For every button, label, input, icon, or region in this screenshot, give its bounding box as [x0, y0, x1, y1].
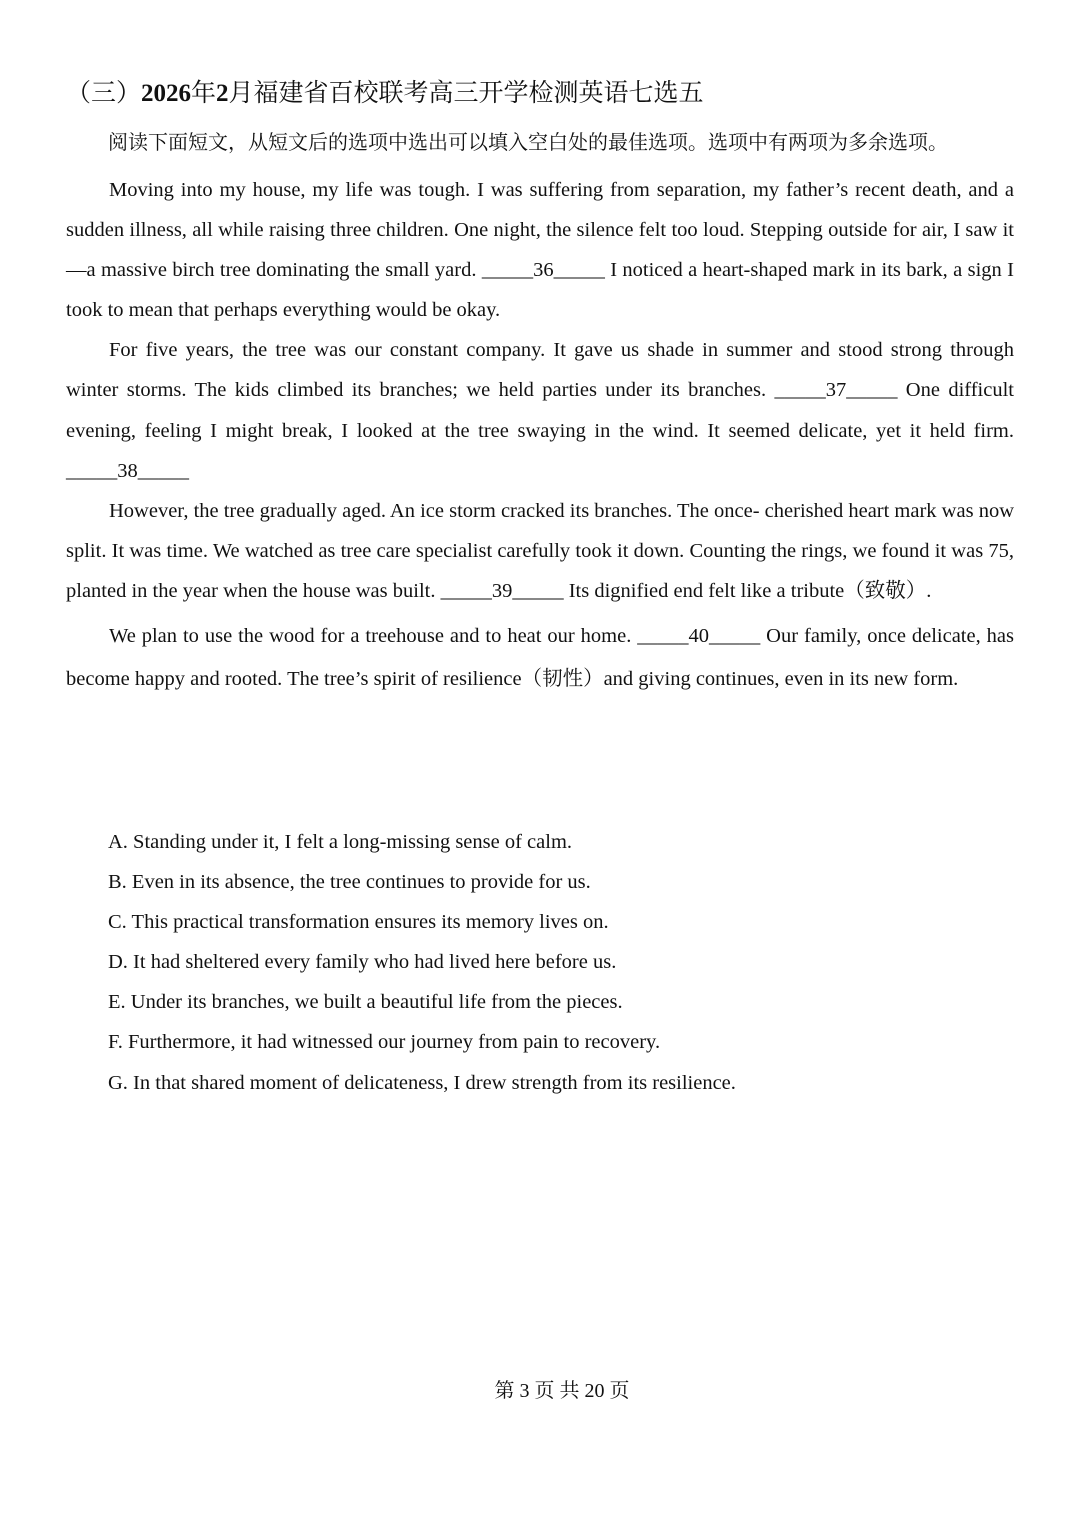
- reading-passage: [66, 170, 1014, 701]
- heading-year-suffix: 年: [191, 80, 217, 107]
- option-e: E. Under its branches, we built a beautiful life from the pieces.: [108, 991, 623, 1014]
- passage-paragraph-3: [66, 491, 1014, 611]
- blank-36: _____36_____: [481, 259, 605, 282]
- section-heading: [66, 74, 1026, 114]
- heading-prefix: （三）: [66, 80, 142, 107]
- heading-title: 月福建省百校联考高三开学检测英语七选五: [228, 80, 704, 107]
- heading-month: 2: [216, 80, 229, 107]
- blank-39: _____39_____: [440, 579, 564, 602]
- blank-37: _____37_____: [774, 379, 898, 402]
- passage-paragraph-1: [66, 170, 1014, 330]
- option-c: C. This practical transformation ensures its memory lives on.: [108, 911, 609, 934]
- blank-38: _____38_____: [66, 459, 189, 482]
- option-a: A. Standing under it, I felt a long-missing sense of calm.: [108, 831, 573, 853]
- paragraph-3-text-a: However, the tree gradually aged. An ice storm cracked its branches. The once- cherished heart mark was now split. It was time. We watched as tree care specialist carefully took it down. Counting the rings, we found it was 75, planted in the year when the house was built.: [66, 499, 1014, 602]
- passage-paragraph-2: [66, 330, 1014, 490]
- paragraph-4-text-a: We plan to use the wood for a treehouse and to heat our home.: [109, 625, 638, 648]
- option-g: G. In that shared moment of delicateness, I drew strength from its resilience.: [108, 1071, 736, 1094]
- paragraph-1-text-a: Moving into my house, my life was tough. I was suffering from separation, my father’s recent death, and a sudden illness, all while raising three children. One night, the silence felt too loud. Stepping outside for air, I saw it—a massive birch tree dominating the small yard.: [66, 179, 1014, 282]
- option-f: F. Furthermore, it had witnessed our journey from pain to recovery.: [108, 1031, 661, 1054]
- paragraph-2-text-b: One difficult evening, feeling I might break, I looked at the tree swaying in the wind. It seemed delicate, yet it held firm.: [66, 379, 1014, 442]
- page-number-footer: 第 3 页 共 20 页: [494, 1380, 630, 1402]
- paragraph-1-text-b: I noticed a heart-shaped mark in its bark, a sign I took to mean that perhaps everything would be okay.: [66, 259, 1014, 322]
- option-b: B. Even in its absence, the tree continues to provide for us.: [108, 871, 591, 894]
- passage-paragraph-4: [66, 615, 1014, 701]
- instruction-text: 阅读下面短文，从短文后的选项中选出可以填入空白处的最佳选项。选项中有两项为多余选项。: [108, 132, 948, 154]
- paragraph-3-text-b: Its dignified end felt like a tribute（致敬）.: [563, 579, 932, 602]
- answer-options: [108, 822, 1008, 1103]
- blank-40: _____40_____: [637, 625, 761, 648]
- paragraph-2-text-a: For five years, the tree was our constant company. It gave us shade in summer and stood strong through winter storms. The kids climbed its branches; we held parties under its branches.: [66, 339, 1014, 402]
- heading-year: 2026: [141, 80, 192, 107]
- paragraph-4-text-b: Our family, once delicate, has become happy and rooted. The tree’s spirit of resilience（韧性）and giving continues, even in its new form.: [66, 625, 1014, 691]
- option-d: D. It had sheltered every family who had lived here before us.: [108, 951, 617, 974]
